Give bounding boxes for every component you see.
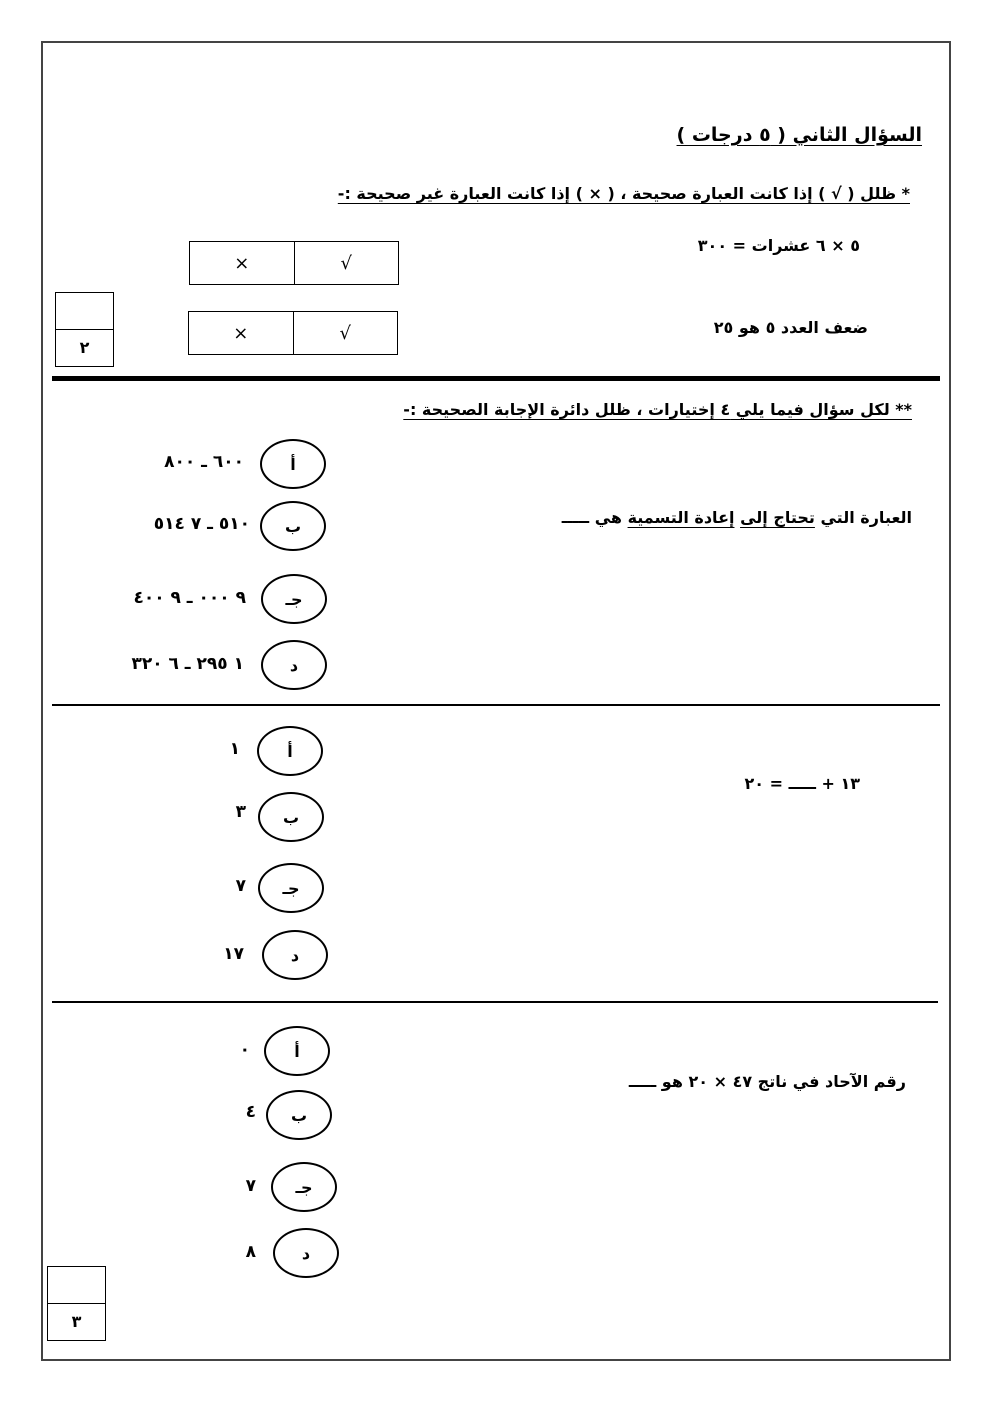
q3-choice-c-value: ٧ bbox=[245, 1176, 256, 1196]
q3-choice-b-value: ٤ bbox=[245, 1102, 256, 1122]
mcq-question-3: رقم الآحاد في ناتج ٤٧ × ٢٠ هو ـــــ bbox=[628, 1072, 906, 1091]
wrong-option-2[interactable]: × bbox=[233, 322, 249, 344]
q1-choice-d-value: ١ ٢٩٥ ـ ٦ ٣٢٠ bbox=[131, 654, 244, 674]
mcq-question-2: ١٣ + ـــــ = ٢٠ bbox=[744, 774, 860, 793]
score-box-2 bbox=[47, 1266, 106, 1341]
answer-box-1 bbox=[189, 241, 399, 285]
question-divider-2 bbox=[52, 1001, 938, 1003]
true-false-instruction: * ظلل ( √ ) إذا كانت العبارة صحيحة ، ( × ) إذا كانت العبارة غير صحيحة :- bbox=[337, 184, 910, 203]
q3-choice-d-value: ٨ bbox=[245, 1242, 256, 1262]
q1-text-part-2: تحتاج إلى bbox=[740, 508, 815, 527]
q2-choice-b-circle[interactable]: ب bbox=[258, 792, 324, 842]
q3-choice-a-circle[interactable]: أ bbox=[264, 1026, 330, 1076]
answer-box-2 bbox=[188, 311, 398, 355]
q1-text-part-1: العبارة التي bbox=[814, 508, 912, 527]
q2-choice-d-value: ١٧ bbox=[223, 944, 244, 964]
q2-choice-a-circle[interactable]: أ bbox=[257, 726, 323, 776]
q3-choice-d-circle[interactable]: د bbox=[273, 1228, 339, 1278]
wrong-option-1[interactable]: × bbox=[234, 252, 250, 274]
q1-choice-b-circle[interactable]: ب bbox=[260, 501, 326, 551]
section-divider bbox=[52, 376, 940, 381]
right-option-1[interactable]: √ bbox=[294, 242, 399, 284]
score-value-1: ٢ bbox=[79, 338, 90, 358]
statement-1: ٥ × ٦ عشرات = ٣٠٠ bbox=[697, 236, 860, 255]
q2-choice-a-value: ١ bbox=[229, 739, 240, 759]
q3-choice-b-circle[interactable]: ب bbox=[266, 1090, 332, 1140]
q1-choice-d-circle[interactable]: د bbox=[261, 640, 327, 690]
q1-choice-a-value: ٦٠٠ ـ ٨٠٠ bbox=[164, 452, 244, 472]
question-title: السؤال الثاني ( ٥ درجات ) bbox=[676, 124, 922, 146]
q1-choice-c-circle[interactable]: جـ bbox=[261, 574, 327, 624]
q2-choice-c-value: ٧ bbox=[235, 876, 246, 896]
q2-choice-d-circle[interactable]: د bbox=[262, 930, 328, 980]
q1-choice-a-circle[interactable]: أ bbox=[260, 439, 326, 489]
mcq-instruction: ** لكل سؤال فيما يلي ٤ إختيارات ، ظلل دائرة الإجابة الصحيحة :- bbox=[403, 400, 912, 419]
q1-text-part-5: هي ـــــ bbox=[561, 508, 628, 527]
q1-choice-b-value: ٥١٠ ـ ٧ ٥١٤ bbox=[153, 514, 250, 534]
q1-text-part-4: إعادة التسمية bbox=[627, 508, 735, 527]
mcq-question-1 bbox=[562, 508, 912, 527]
score-value-2: ٣ bbox=[71, 1312, 82, 1332]
score-box-1 bbox=[55, 292, 114, 367]
q1-choice-c-value: ٩ ٠٠٠ ـ ٩ ٤٠٠ bbox=[133, 588, 246, 608]
q3-choice-c-circle[interactable]: جـ bbox=[271, 1162, 337, 1212]
statement-2: ضعف العدد ٥ هو ٢٥ bbox=[713, 318, 868, 337]
right-option-2[interactable]: √ bbox=[293, 312, 398, 354]
question-divider-1 bbox=[52, 704, 940, 706]
q2-choice-c-circle[interactable]: جـ bbox=[258, 863, 324, 913]
q2-choice-b-value: ٣ bbox=[235, 802, 246, 822]
q3-choice-a-value: ٠ bbox=[239, 1040, 250, 1060]
